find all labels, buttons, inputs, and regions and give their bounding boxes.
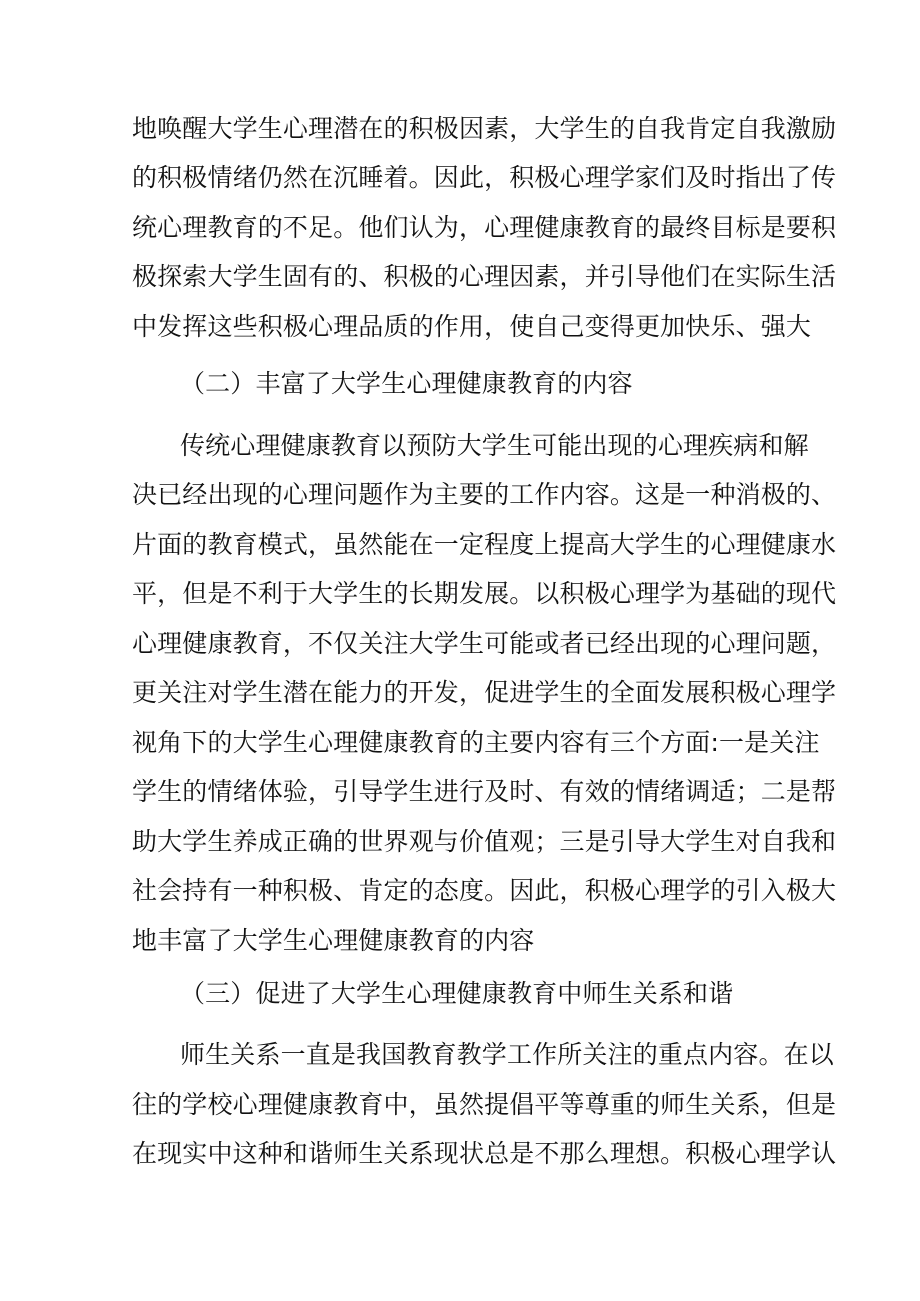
paragraph-2-line-6: 更关注对学生潜在能力的开发，促进学生的全面发展积极心理学 xyxy=(132,678,837,707)
paragraph-2-line-1: 传统心理健康教育以预防大学生可能出现的心理疾病和解 xyxy=(180,431,809,460)
paragraph-2-line-4: 平，但是不利于大学生的长期发展。以积极心理学为基础的现代 xyxy=(132,579,837,608)
section-heading-3: （三）促进了大学生心理健康教育中师生关系和谐 xyxy=(180,979,734,1008)
paragraph-2-line-7: 视角下的大学生心理健康教育的主要内容有三个方面:一是关注 xyxy=(132,728,820,757)
paragraph-3-line-1: 师生关系一直是我国教育教学工作所关注的重点内容。在以 xyxy=(180,1040,834,1069)
paragraph-2-line-5: 心理健康教育，不仅关注大学生可能或者已经出现的心理问题， xyxy=(132,629,837,658)
paragraph-1-line-3: 统心理教育的不足。他们认为，心理健康教育的最终目标是要积 xyxy=(132,213,837,242)
paragraph-2-line-2: 决已经出现的心理问题作为主要的工作内容。这是一种消极的、 xyxy=(132,480,837,509)
section-heading-2: （二）丰富了大学生心理健康教育的内容 xyxy=(180,369,633,398)
paragraph-2-line-10: 社会持有一种积极、肯定的态度。因此，积极心理学的引入极大 xyxy=(132,876,837,905)
paragraph-2-line-8: 学生的情绪体验，引导学生进行及时、有效的情绪调适；二是帮 xyxy=(132,777,837,806)
paragraph-3-line-2: 往的学校心理健康教育中，虽然提倡平等尊重的师生关系，但是 xyxy=(132,1090,837,1119)
paragraph-2-line-9: 助大学生养成正确的世界观与价值观；三是引导大学生对自我和 xyxy=(132,827,837,856)
paragraph-1-line-5: 中发挥这些积极心理品质的作用，使自己变得更加快乐、强大 xyxy=(132,312,812,341)
paragraph-2-line-11: 地丰富了大学生心理健康教育的内容 xyxy=(132,926,535,955)
paragraph-1-line-4: 极探索大学生固有的、积极的心理因素，并引导他们在实际生活 xyxy=(132,262,837,291)
paragraph-1-line-1: 地唤醒大学生心理潜在的积极因素，大学生的自我肯定自我激励 xyxy=(132,114,837,143)
paragraph-3-line-3: 在现实中这种和谐师生关系现状总是不那么理想。积极心理学认 xyxy=(132,1139,837,1168)
paragraph-2-line-3: 片面的教育模式，虽然能在一定程度上提高大学生的心理健康水 xyxy=(132,530,837,559)
paragraph-1-line-2: 的积极情绪仍然在沉睡着。因此，积极心理学家们及时指出了传 xyxy=(132,163,837,192)
